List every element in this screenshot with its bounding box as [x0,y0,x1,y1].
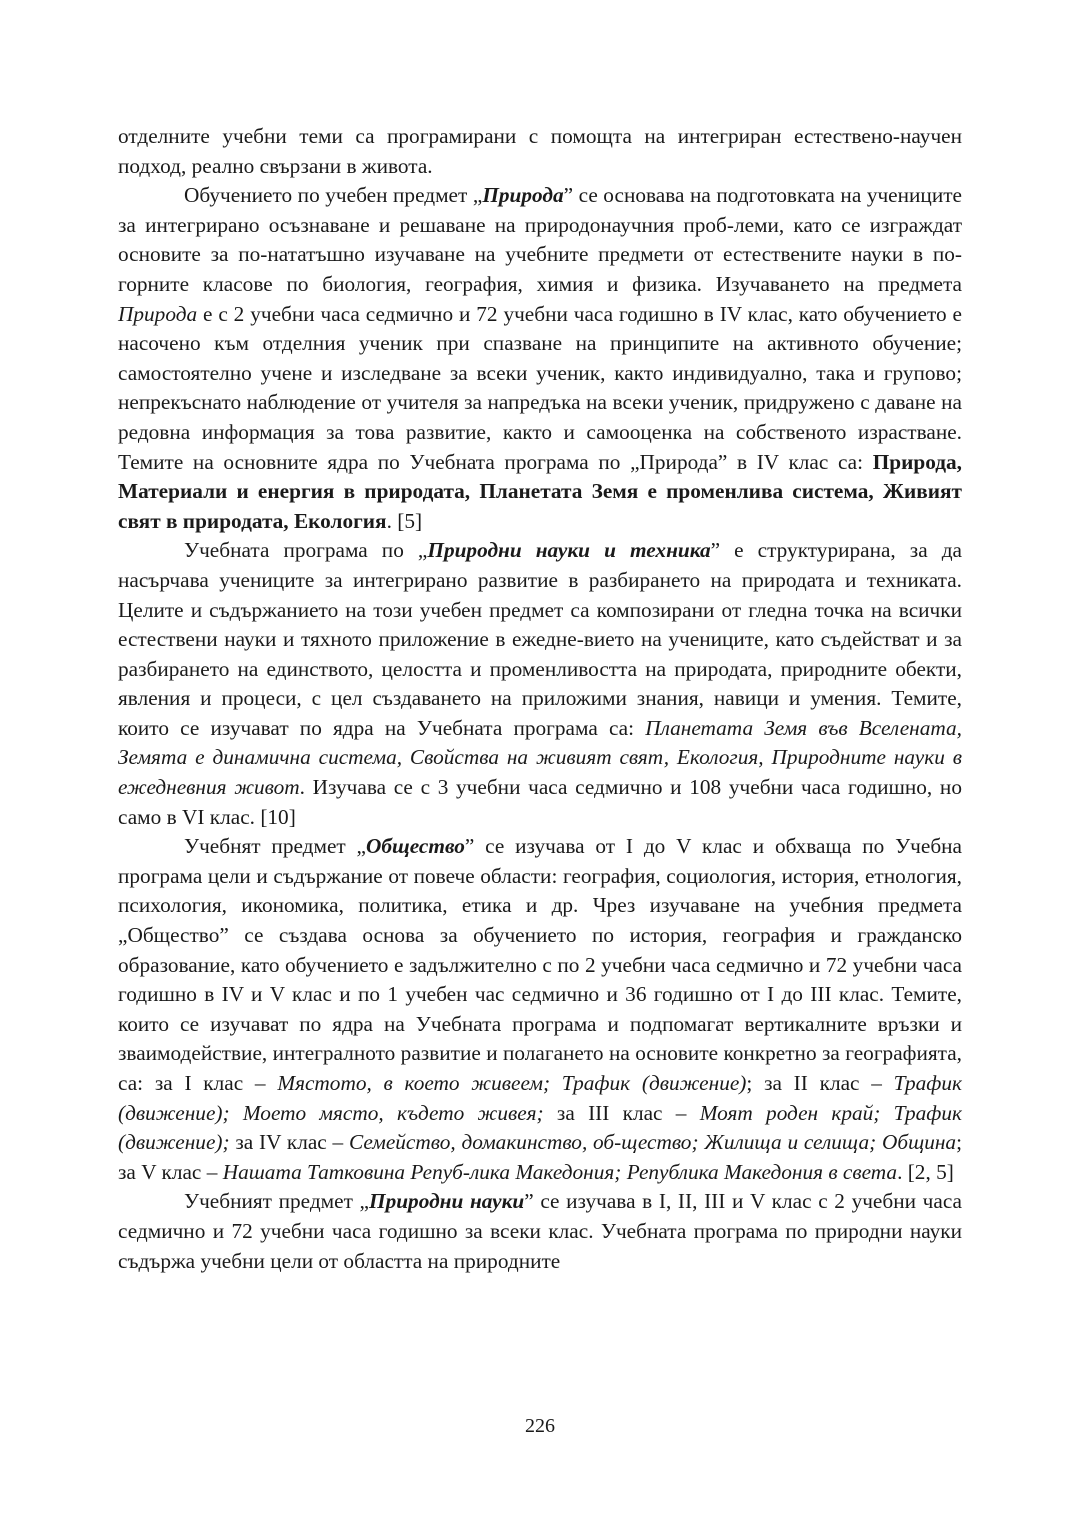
body-text [118,122,962,1276]
text-run: . Изучава се с 3 учебни часа седмично и 108 учебни часа годишно, но само в VI клас. [10] [118,775,962,829]
text-run: Учебнят предмет „ [184,834,367,859]
text-run: за IV клас – [229,1130,349,1155]
paragraph-3 [118,536,962,832]
text-run: ” се изучава от I до V клас и обхваща по Учебна програма цели и съдържание от повече области: география, социология, история, етнология, психология, икономика, политика, етика и др. Чрез изучаване на учебния предмета „Общество” се създава основа за обучението по история, география и гражданско образование, като обучението е задължително с по 2 учебни часа седмично и 72 учебни часа годишно в IV и V клас и по 1 учебен час седмично и 36 годишно от I до III клас. Темите, които се изучават по ядра на Учебната програма и подпомагат вертикалните връзки и зваимодействие, интегралното развитие и полагането на основите конкретно за географията, са: за I клас – [118,834,963,1095]
paragraph-4 [118,832,962,1187]
text-run: ” се изучава в I, II, III и V клас с 2 учебни часа седмично и 72 учебни часа годишно за всеки клас. Учебната програма по природни науки съдържа учебни цели от областта на природните [118,1189,962,1273]
text-run: Трафик (движение); Моето място, където живея; [118,1071,962,1125]
text-run: Природни науки [369,1189,525,1214]
text-run: Семейство, домакинство, об-щество; Жилища и селища; Община [348,1130,957,1155]
text-run: Природа, Материали и енергия в природата, Планетата Земя е променлива система, Живият свят в природата, Екология [118,449,962,533]
text-run: ” се основава на подготовката на учениците за интегрирано осъзнаване и решаване на природонаучния проб-леми, като се изграждат основите за по-нататъшно изучаване на учебните предмети от естествените науки в по-горните класове по биология, география, химия и физика. Изучаването на предмета [118,183,962,296]
paragraph-2 [118,181,962,536]
text-run: за III клас – [543,1100,700,1125]
text-run: Учебната програма по „ [184,538,428,563]
text-run: Природа [118,301,198,326]
text-run: е с 2 учебни часа седмично и 72 учебни часа годишно в IV клас, като обучението е насочено към отделния ученик при спазване на принципите на активното обучение; самостоятелно учене и изследване за всеки ученик, както индивидуално, така и групово; непрекъснато наблюдение от учителя за напредъка на всеки ученик, придружено с даване на редовна информация за това развитие, както и самооценка на собственото израстване. Темите на основните ядра по Учебната програма по „Природа” в IV клас са: [118,301,962,474]
paragraph-5 [118,1187,962,1276]
text-run: ; за II клас – [746,1071,894,1095]
text-run: Моят роден край; Трафик (движение); [118,1100,962,1155]
text-run: Природа [482,183,564,208]
text-run: . [2, 5] [897,1159,954,1184]
text-run: Общество [366,834,465,859]
text-run: Планетата Земя във Вселената, Земята е динамична система, Свойства на живият свят, Екология, Природните науки в ежедневния живот [118,715,962,800]
text-run: Учебният предмет „ [184,1189,369,1214]
page-number: 226 [525,1415,555,1437]
document-page [118,122,962,1276]
text-run: . [5] [386,508,423,533]
text-run: Нашата Татковина Репуб-лика Македония; Република Македония в света [222,1159,898,1184]
text-run: ” е структурирана, за да насърчава учениците за интегрирано развитие в разбирането на природата и техниката. Целите и съдържанието на този учебен предмет са композирани от гледна точка на всички естествени науки и тяхното приложение в ежедне-вието на учениците, като съдействат и за разбирането на единството, целостта и променливостта на природата, природните обекти, явления и процеси, с цел създаването на приложими знания, навици и умения. Темите, които се изучават по ядра на Учебната програма са: [118,538,963,740]
text-run: отделните учебни теми са програмирани с помощта на интегриран естествено-научен подход, реално свързани в живота. [118,124,962,178]
text-run: Мястото, в което живеем; Трафик (движение) [277,1071,747,1095]
text-run: ; за V клас – [118,1130,962,1184]
text-run: Природни науки и техника [427,538,711,563]
text-run: Обучението по учебен предмет „ [184,183,483,208]
paragraph-1 [118,122,962,181]
